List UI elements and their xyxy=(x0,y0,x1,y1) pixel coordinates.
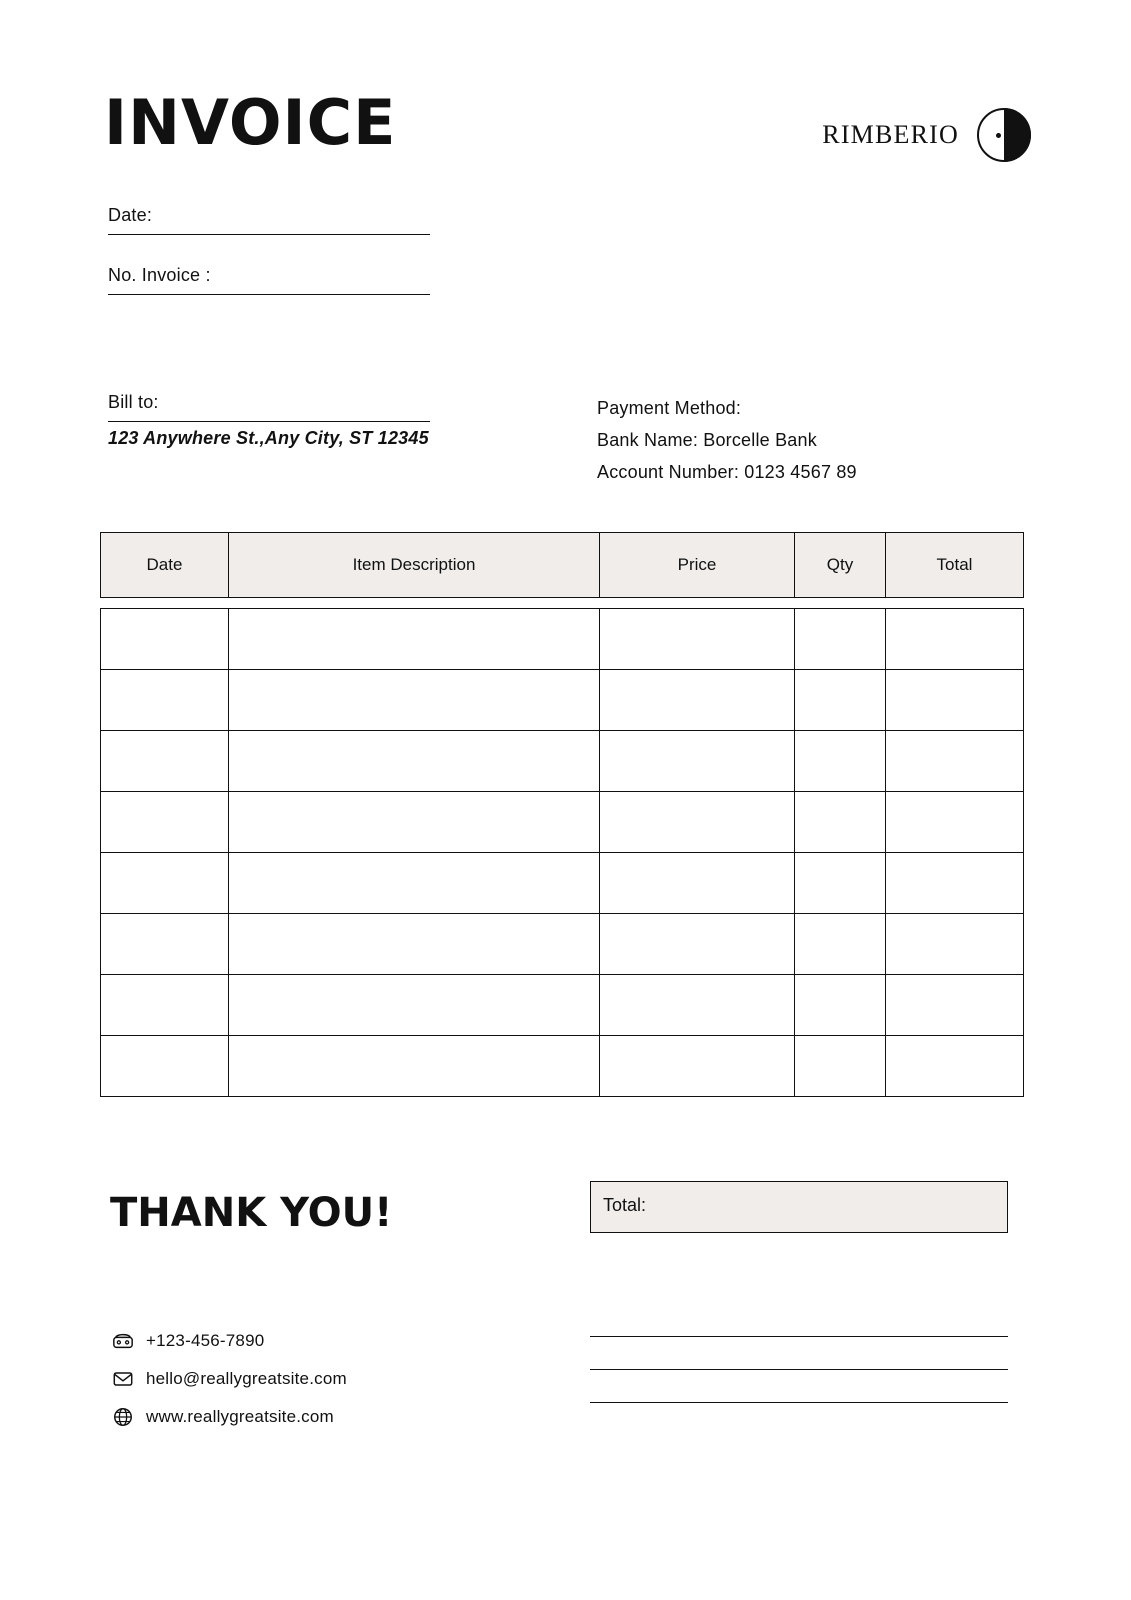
invoice-meta xyxy=(108,205,468,325)
table-row[interactable] xyxy=(101,670,1024,731)
column-header-qty: Qty xyxy=(795,533,886,598)
date-input-line[interactable] xyxy=(108,234,430,235)
cell-qty[interactable] xyxy=(795,731,886,792)
table-row[interactable] xyxy=(101,914,1024,975)
cell-qty[interactable] xyxy=(795,853,886,914)
cell-total[interactable] xyxy=(886,975,1024,1036)
cell-qty[interactable] xyxy=(795,975,886,1036)
cell-price[interactable] xyxy=(600,792,795,853)
phone-number: +123-456-7890 xyxy=(146,1331,265,1350)
cell-price[interactable] xyxy=(600,1036,795,1097)
cell-price[interactable] xyxy=(600,670,795,731)
items-table xyxy=(100,532,1024,1097)
table-row[interactable] xyxy=(101,1036,1024,1097)
account-number: Account Number: 0123 4567 89 xyxy=(597,462,857,482)
signature-line-2[interactable] xyxy=(590,1369,1008,1370)
brand xyxy=(822,108,1031,162)
thank-you-heading: THANK YOU! xyxy=(110,1190,393,1236)
contact-email-row xyxy=(112,1368,532,1390)
brand-name: RIMBERIO xyxy=(822,120,959,149)
column-header-total: Total xyxy=(886,533,1024,598)
contact-phone-row xyxy=(112,1330,532,1352)
cell-price[interactable] xyxy=(600,853,795,914)
signature-line-1[interactable] xyxy=(590,1336,1008,1337)
cell-qty[interactable] xyxy=(795,609,886,670)
invoice-number-input-line[interactable] xyxy=(108,294,430,295)
email-icon xyxy=(112,1368,134,1390)
date-label: Date: xyxy=(108,205,153,225)
cell-price[interactable] xyxy=(600,975,795,1036)
cell-total[interactable] xyxy=(886,914,1024,975)
cell-qty[interactable] xyxy=(795,792,886,853)
cell-total[interactable] xyxy=(886,1036,1024,1097)
cell-total[interactable] xyxy=(886,670,1024,731)
cell-date[interactable] xyxy=(101,975,229,1036)
payment-method-heading: Payment Method: xyxy=(597,398,742,418)
signature-line-3[interactable] xyxy=(590,1402,1008,1403)
bill-to-address: 123 Anywhere St.,Any City, ST 12345 xyxy=(108,428,429,448)
globe-icon xyxy=(112,1406,134,1428)
total-box[interactable] xyxy=(590,1181,1008,1233)
cell-date[interactable] xyxy=(101,914,229,975)
cell-total[interactable] xyxy=(886,792,1024,853)
contact-website-row xyxy=(112,1406,532,1428)
table-header-row xyxy=(101,533,1024,598)
cell-qty[interactable] xyxy=(795,670,886,731)
document-header xyxy=(100,86,1031,172)
table-row[interactable] xyxy=(101,853,1024,914)
invoice-number-label: No. Invoice : xyxy=(108,265,211,285)
cell-description[interactable] xyxy=(229,853,600,914)
cell-date[interactable] xyxy=(101,792,229,853)
cell-qty[interactable] xyxy=(795,914,886,975)
table-row[interactable] xyxy=(101,609,1024,670)
cell-qty[interactable] xyxy=(795,1036,886,1097)
signature-lines xyxy=(590,1336,1008,1435)
cell-total[interactable] xyxy=(886,853,1024,914)
column-header-date: Date xyxy=(101,533,229,598)
cell-date[interactable] xyxy=(101,609,229,670)
phone-icon xyxy=(112,1330,134,1352)
table-row[interactable] xyxy=(101,792,1024,853)
cell-total[interactable] xyxy=(886,609,1024,670)
page-title: INVOICE xyxy=(104,86,397,159)
contact-block xyxy=(112,1330,532,1444)
website-url: www.reallygreatsite.com xyxy=(146,1407,334,1426)
bill-to-label: Bill to: xyxy=(108,392,159,412)
column-header-price: Price xyxy=(600,533,795,598)
table-row[interactable] xyxy=(101,731,1024,792)
table-spacer-row xyxy=(101,598,1024,609)
email-address: hello@reallygreatsite.com xyxy=(146,1369,347,1388)
cell-date[interactable] xyxy=(101,853,229,914)
cell-price[interactable] xyxy=(600,914,795,975)
cell-description[interactable] xyxy=(229,731,600,792)
cell-date[interactable] xyxy=(101,731,229,792)
bill-to-input-line[interactable] xyxy=(108,421,430,422)
total-label: Total: xyxy=(603,1195,647,1215)
cell-description[interactable] xyxy=(229,914,600,975)
logo-icon xyxy=(977,108,1031,162)
bill-to-block xyxy=(108,392,488,449)
cell-description[interactable] xyxy=(229,975,600,1036)
cell-description[interactable] xyxy=(229,1036,600,1097)
cell-description[interactable] xyxy=(229,792,600,853)
cell-price[interactable] xyxy=(600,609,795,670)
cell-description[interactable] xyxy=(229,670,600,731)
table-row[interactable] xyxy=(101,975,1024,1036)
payment-method-block xyxy=(597,392,1017,488)
cell-description[interactable] xyxy=(229,609,600,670)
column-header-item-description: Item Description xyxy=(229,533,600,598)
bank-name: Bank Name: Borcelle Bank xyxy=(597,430,817,450)
cell-price[interactable] xyxy=(600,731,795,792)
cell-date[interactable] xyxy=(101,670,229,731)
cell-date[interactable] xyxy=(101,1036,229,1097)
cell-total[interactable] xyxy=(886,731,1024,792)
